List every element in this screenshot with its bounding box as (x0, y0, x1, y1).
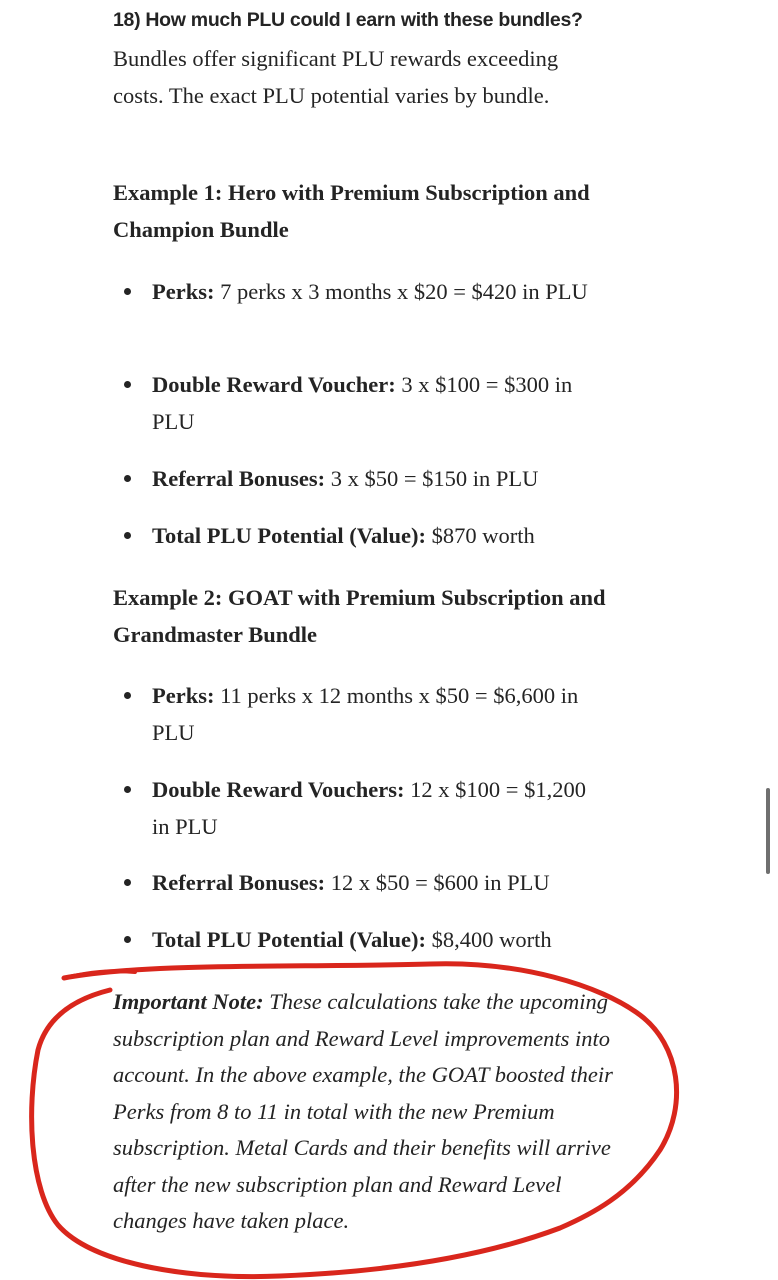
item-label: Perks: (152, 683, 215, 708)
item-label: Double Reward Vouchers: (152, 777, 405, 802)
item-label: Referral Bonuses: (152, 466, 326, 491)
item-label: Total PLU Potential (Value): (152, 523, 426, 548)
item-text: 11 perks x 12 months x $50 = $6,600 in PLU (152, 683, 579, 745)
item-text: 12 x $100 = $1,200 in PLU (152, 777, 586, 839)
note-label: Important Note: (113, 989, 264, 1014)
item-label: Total PLU Potential (Value): (152, 927, 426, 952)
item-text: $8,400 worth (425, 927, 552, 952)
example-2-title: Example 2: GOAT with Premium Subscription and Grandmaster Bundle (113, 585, 606, 647)
example-1-title: Example 1: Hero with Premium Subscription and Champion Bundle (113, 180, 590, 242)
item-text: 3 x $100 = $300 in PLU (152, 372, 573, 434)
item-label: Referral Bonuses: (152, 870, 326, 895)
question-heading: 18) How much PLU could I earn with these bundles? (113, 9, 583, 31)
item-text: 12 x $50 = $600 in PLU (325, 870, 550, 895)
item-text: $870 worth (425, 523, 535, 548)
item-label: Double Reward Voucher: (152, 372, 396, 397)
item-text: 7 perks x 3 months x $20 = $420 in PLU (214, 279, 588, 304)
scrollbar-thumb[interactable] (766, 788, 770, 874)
item-label: Perks: (152, 279, 215, 304)
intro-paragraph: Bundles offer significant PLU rewards exceeding costs. The exact PLU potential varies by bundle. (113, 46, 559, 108)
note-text: These calculations take the upcoming subscription plan and Reward Level improvements into account. In the above example, the GOAT boosted their Perks from 8 to 11 in total with the new Premium subscription. Metal Cards and their benefits will arrive after the new subscription plan and Reward Level changes have taken place. (113, 989, 613, 1233)
red-ink-loop (32, 964, 677, 1277)
item-text: 3 x $50 = $150 in PLU (325, 466, 539, 491)
